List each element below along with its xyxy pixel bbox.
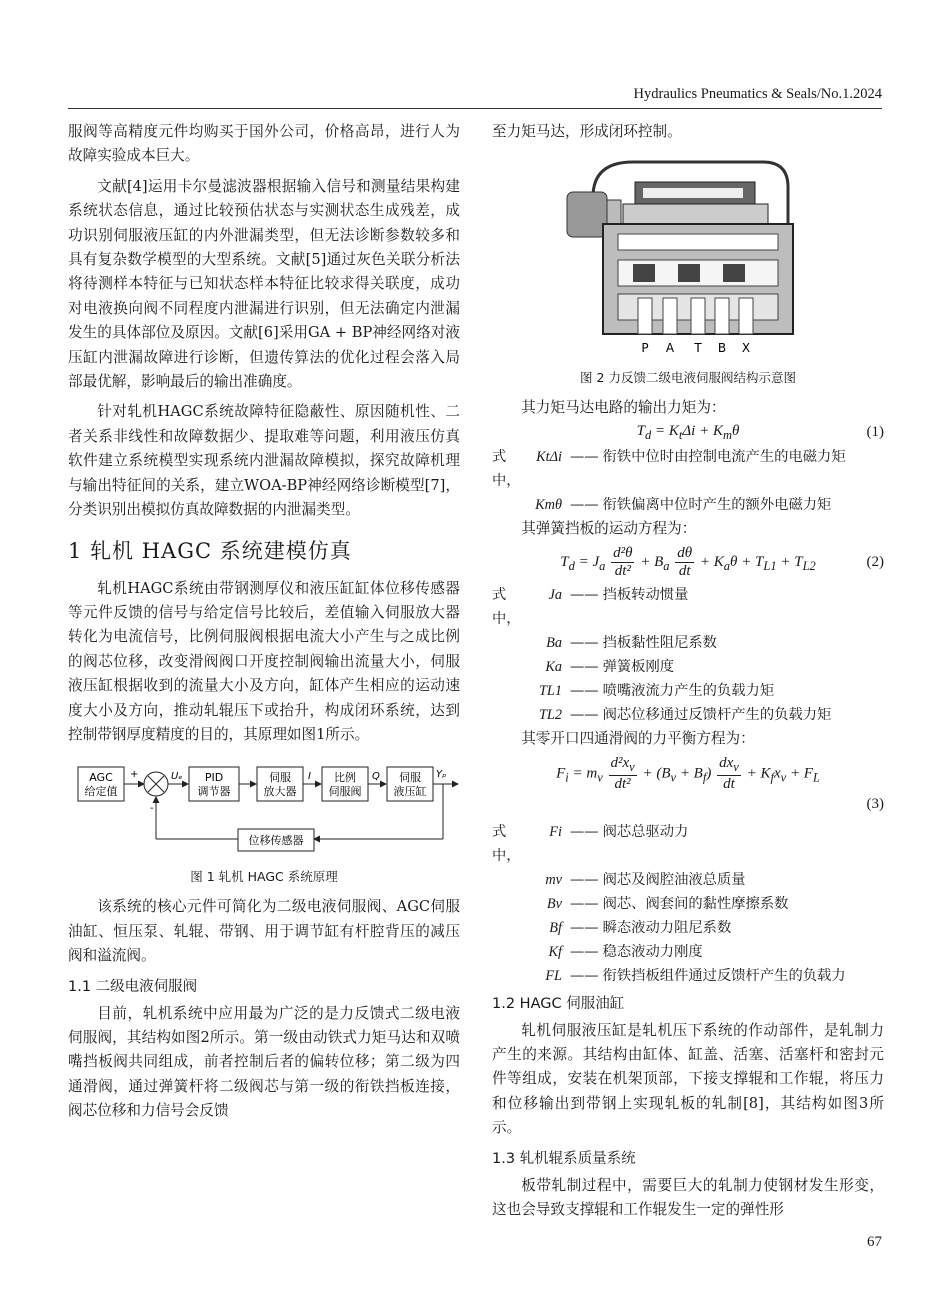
section-heading: 1 轧机 HAGC 系统建模仿真 (68, 538, 352, 563)
running-header: Hydraulics Pneumatics & Seals/No.1.2024 (633, 86, 882, 102)
port-label: B (717, 341, 727, 356)
variable-list: 式中， KtΔi —— 衔铁中位时由控制电流产生的电磁力矩 Kmθ —— 衔铁偏离中位时产生的额外电磁力矩 (492, 445, 884, 517)
paragraph: 针对轧机HAGC系统故障特征隐蔽性、原因随机性、二者关系非线性和故障数据少、提取难等问题，利用液压仿真软件建立系统模型实现系统内泄漏故障模拟，探究故障机理与输出特征间的关系，建立WOA-BP神经网络诊断模型[7]，分类识别出模拟仿真故障数据的内泄漏类型。 (68, 403, 460, 519)
var-desc: 衔铁中位时由控制电流产生的电磁力矩 (602, 448, 846, 465)
equation-number: (2) (866, 553, 884, 570)
block-diagram (68, 757, 460, 857)
var-symbol: Kmθ (535, 496, 562, 513)
paragraph: 服阀等高精度元件均购买于国外公司，价格高昂，进行人为故障实验成本巨大。 (68, 123, 460, 165)
current-label: I (308, 771, 311, 783)
equation-2: $T_d = J_a$ $\frac{\text{d²θ}}{\text{dt²}}$ + $B_a$ $\frac{d\theta}{dt}$ + $K_a\theta + T_{L1} + T_{L2}$ (2) (560, 544, 884, 579)
equation-1: $T_d = K_t\Delta i + K_m\theta$ (1) (636, 422, 884, 442)
var-desc: 衔铁偏离中位时产生的额外电磁力矩 (602, 496, 832, 513)
var-symbol: Ja (548, 587, 562, 604)
cyl-label: 伺服 (399, 771, 421, 785)
right-column (492, 120, 884, 1222)
var-symbol: Kf (548, 943, 562, 960)
connector (567, 192, 607, 237)
valve-label-2: 伺服阀 (328, 785, 362, 799)
figure-caption: 图 1 轧机 HAGC 系统原理 (190, 869, 338, 885)
paragraph: 该系统的核心元件可简化为二级电液伺服阀、AGC伺服油缸、恒压泵、轧辊、带钢、用于调节缸有杆腔背压的减压阀和溢流阀。 (68, 898, 460, 965)
port-label: P (641, 341, 649, 356)
var-symbol: FL (545, 967, 562, 984)
paragraph: 文献[4]运用卡尔曼滤波器根据输入信号和测量结果构建系统状态信息，通过比较预估状态与实测状态生成残差，成功识别伺服液压缸的内外泄漏类型，但无法诊断参数较多和具有复杂数学模型的大型系统。文献[5]通过灰色关联分析法将待测样本特征与已知状态样本特征比较求得关联度，成功对电液换向阀不同程度内泄漏进行识别，但无法确定内泄漏发生的具体部位及原因。文献[6]采用GA + BP神经网络对液压缸内泄漏故障进行诊断，但遗传算法的优化过程会落入局部最优解，影响最后的输出准确度。 (68, 177, 460, 391)
paragraph: 板带轧制过程中，需要巨大的轧制力使钢材发生形变，这也会导致支撑辊和工作辊发生一定的弹性形 (492, 1176, 884, 1219)
var-desc: 稳态液动力刚度 (602, 943, 703, 960)
plus-sign: + (130, 769, 139, 781)
var-desc: 挡板黏性阻尼系数 (602, 635, 717, 652)
paragraph: 目前，轧机系统中应用最为广泛的是力反馈式二级电液伺服阀，其结构如图2所示。第一级由动铁式力矩马达和双喷嘴挡板阀共同组成，前者控制后者的偏转位移；第二级为四通滑阀，通过弹簧杆将二级阀芯与第一级的衔铁挡板连接，阀芯位移和力信号会反馈 (68, 1004, 460, 1120)
variable-list: 式中， Ja —— 挡板转动惯量 Ba —— 挡板黏性阻尼系数 Ka —— 弹簧板刚度 TL1 —— 喷嘴液流力产生的负载力矩 TL2 —— 阀芯位移通过反馈杆产生的负载力矩 (492, 583, 884, 727)
var-symbol: TL1 (538, 683, 562, 700)
var-symbol: TL2 (538, 707, 562, 724)
var-desc: 衔铁挡板组件通过反馈杆产生的负载力 (602, 967, 846, 984)
var-desc: 阀芯、阀套间的黏性摩擦系数 (602, 895, 789, 912)
equation-number: (1) (866, 424, 884, 441)
agc-label: AGC (89, 771, 113, 785)
var-symbol: Bf (549, 919, 562, 936)
variable-list: 式中， Fi —— 阀芯总驱动力 mv —— 阀芯及阀腔油液总质量 Bv —— 阀芯、阀套间的黏性摩擦系数 Bf —— 瞬态液动力阻尼系数 Kf —— 稳态液动力刚度 FL —— 衔铁挡板组件通过反馈杆产生的负载力 (492, 820, 884, 988)
output-label: Yₚ (436, 769, 447, 781)
paragraph: 其零开口四通滑阀的力平衡方程为： (521, 730, 755, 748)
paragraph: 轧机HAGC系统由带钢测厚仪和液压缸缸体位移传感器等元件反馈的信号与给定信号比较后，差值输入伺服放大器转化为电流信号，比例伺服阀根据电流大小产生与之成比例的阀芯位移，改变滑阀阀口开度控制阀输出流量大小，伺服液压缸根据收到的流量大小及方向，缸体产生相应的运动速度大小及方向，推动轧辊压下或抬升，构成闭环系统，达到控制带钢厚度精度的目的，其原理如图1所示。 (68, 579, 460, 743)
var-desc: 阀芯及阀腔油液总质量 (602, 871, 746, 888)
figure-1 (68, 757, 460, 885)
valve-label: 比例 (334, 771, 356, 785)
sensor-label: 位移传感器 (248, 834, 304, 848)
port-label: T (694, 341, 702, 356)
port-label: X (741, 341, 751, 356)
var-symbol: Bv (546, 895, 562, 912)
pid-label: PID (204, 771, 224, 785)
var-desc: 瞬态液动力阻尼系数 (602, 919, 732, 936)
var-desc: 阀芯位移通过反馈杆产生的负载力矩 (602, 707, 832, 724)
equation-number: (3) (866, 795, 884, 812)
port-label: A (665, 341, 675, 356)
agc-label-2: 给定值 (84, 785, 118, 799)
figure-2 (492, 152, 884, 386)
flow-label: Q (372, 771, 380, 783)
figure-caption: 图 2 力反馈二级电液伺服阀结构示意图 (580, 370, 796, 386)
equation-3: $F_i = m_v$ $\frac{d^2x_v}{\text{dt²}}$ + $(B_v + B_f)$ $\frac{dx_v}{dt}$ + $K_fx_v + F_L$ (556, 754, 820, 792)
var-symbol: mv (545, 871, 562, 888)
paragraph: 至力矩马达，形成闭环控制。 (492, 123, 682, 140)
subsection-heading: 1.2 HAGC 伺服油缸 (492, 995, 625, 1012)
var-symbol: Ba (546, 635, 562, 652)
error-label: Uₑ (171, 771, 183, 783)
var-desc: 挡板转动惯量 (602, 587, 689, 604)
left-column (68, 120, 460, 1124)
pid-label-2: 调节器 (197, 785, 231, 799)
servo-valve-drawing (563, 152, 813, 358)
minus-sign: - (150, 803, 154, 815)
var-desc: 弹簧板刚度 (602, 659, 675, 676)
cyl-label-2: 液压缸 (393, 785, 427, 799)
paragraph: 其弹簧挡板的运动方程为： (521, 519, 697, 537)
var-symbol: Ka (545, 659, 562, 676)
paragraph: 轧机伺服液压缸是轧机压下系统的作动部件，是轧制力产生的来源。其结构由缸体、缸盖、活塞、活塞杆和密封元件等组成，安装在机架顶部，下接支撑辊和工作辊，将压力和位移输出到带钢上实现轧板的轧制[8]，其结构如图3所示。 (492, 1021, 884, 1137)
header-rule (68, 108, 882, 109)
amp-label: 伺服 (269, 771, 291, 785)
var-desc: 阀芯总驱动力 (602, 823, 689, 840)
subsection-heading: 1.1 二级电液伺服阀 (68, 978, 198, 995)
subsection-heading: 1.3 轧机辊系质量系统 (492, 1150, 636, 1167)
var-desc: 喷嘴液流力产生的负载力矩 (602, 683, 775, 700)
var-symbol: Fi (549, 823, 562, 840)
paragraph: 其力矩马达电路的输出力矩为： (521, 399, 726, 417)
var-symbol: KtΔi (536, 448, 562, 465)
page-number: 67 (867, 1234, 882, 1250)
amp-label-2: 放大器 (263, 785, 297, 799)
